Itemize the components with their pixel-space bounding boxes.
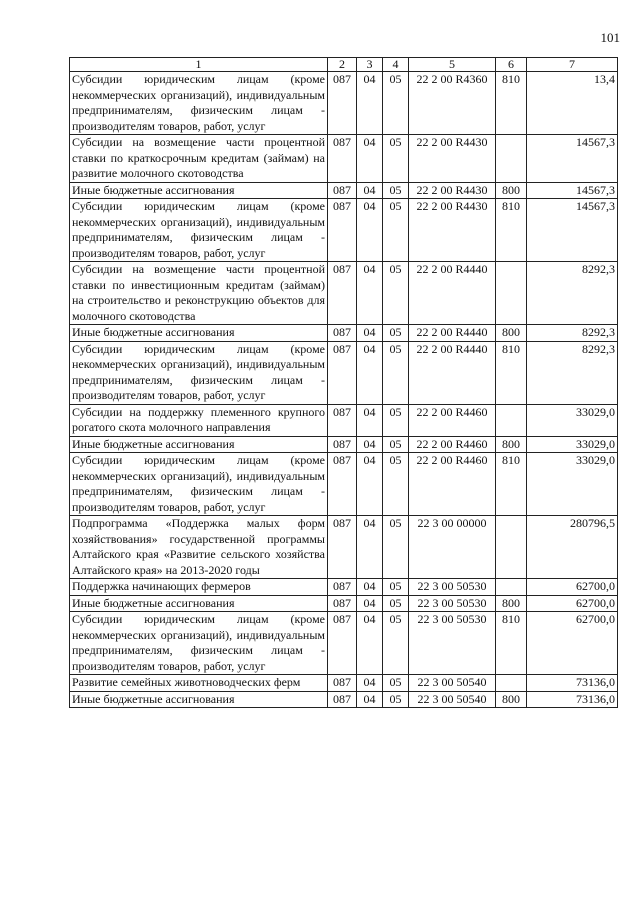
row-grbs-code: 087 [328,453,357,516]
row-amount: 8292,3 [527,325,618,342]
row-section-code: 04 [357,612,383,675]
column-header-target-article: 5 [409,58,496,72]
column-header-section: 3 [357,58,383,72]
row-name: Поддержка начинающих фермеров [70,579,328,596]
row-grbs-code: 087 [328,691,357,708]
row-name: Субсидии юридическим лицам (кроме некоммерческих организаций), индивидуальным предпринимателям, физическим лицам - производителям товаров, работ, услуг [70,199,328,262]
row-expense-type [496,404,527,436]
row-subsection-code: 05 [383,404,409,436]
row-name: Подпрограмма «Поддержка малых форм хозяйствования» государственной программы Алтайского края «Развитие сельского хозяйства Алтайского края» на 2013-2020 годы [70,516,328,579]
row-expense-type: 800 [496,691,527,708]
row-amount: 8292,3 [527,341,618,404]
row-subsection-code: 05 [383,675,409,692]
row-subsection-code: 05 [383,262,409,325]
budget-table [69,57,618,708]
table-row [70,516,618,579]
row-section-code: 04 [357,595,383,612]
table-row [70,135,618,183]
row-amount: 62700,0 [527,595,618,612]
row-subsection-code: 05 [383,72,409,135]
row-section-code: 04 [357,404,383,436]
row-subsection-code: 05 [383,579,409,596]
row-target-article: 22 3 00 00000 [409,516,496,579]
row-section-code: 04 [357,72,383,135]
row-subsection-code: 05 [383,453,409,516]
row-subsection-code: 05 [383,595,409,612]
row-grbs-code: 087 [328,262,357,325]
row-target-article: 22 3 00 50540 [409,691,496,708]
row-target-article: 22 3 00 50530 [409,612,496,675]
row-grbs-code: 087 [328,436,357,453]
row-amount: 73136,0 [527,691,618,708]
row-section-code: 04 [357,262,383,325]
row-expense-type: 800 [496,182,527,199]
row-section-code: 04 [357,579,383,596]
row-target-article: 22 2 00 R4360 [409,72,496,135]
row-target-article: 22 2 00 R4430 [409,182,496,199]
row-section-code: 04 [357,135,383,183]
row-target-article: 22 2 00 R4460 [409,404,496,436]
row-expense-type [496,579,527,596]
row-grbs-code: 087 [328,595,357,612]
row-amount: 280796,5 [527,516,618,579]
row-section-code: 04 [357,675,383,692]
table-row [70,404,618,436]
column-header-grbs: 2 [328,58,357,72]
row-name: Субсидии юридическим лицам (кроме некоммерческих организаций), индивидуальным предпринимателям, физическим лицам - производителям товаров, работ, услуг [70,612,328,675]
row-amount: 14567,3 [527,199,618,262]
row-name: Иные бюджетные ассигнования [70,436,328,453]
row-expense-type [496,675,527,692]
row-name: Иные бюджетные ассигнования [70,595,328,612]
row-grbs-code: 087 [328,72,357,135]
row-grbs-code: 087 [328,135,357,183]
row-name: Субсидии юридическим лицам (кроме некоммерческих организаций), индивидуальным предпринимателям, физическим лицам - производителям товаров, работ, услуг [70,72,328,135]
row-section-code: 04 [357,325,383,342]
row-grbs-code: 087 [328,404,357,436]
row-amount: 8292,3 [527,262,618,325]
column-header-subsection: 4 [383,58,409,72]
row-expense-type: 810 [496,72,527,135]
row-expense-type: 810 [496,453,527,516]
row-amount: 14567,3 [527,135,618,183]
row-name: Субсидии юридическим лицам (кроме некоммерческих организаций), индивидуальным предпринимателям, физическим лицам - производителям товаров, работ, услуг [70,341,328,404]
row-subsection-code: 05 [383,691,409,708]
row-section-code: 04 [357,691,383,708]
row-target-article: 22 3 00 50530 [409,579,496,596]
row-subsection-code: 05 [383,199,409,262]
table-row [70,341,618,404]
row-subsection-code: 05 [383,325,409,342]
header-row [70,58,618,72]
row-target-article: 22 2 00 R4440 [409,262,496,325]
row-amount: 62700,0 [527,612,618,675]
row-target-article: 22 2 00 R4460 [409,453,496,516]
row-amount: 13,4 [527,72,618,135]
table-row [70,436,618,453]
table-row [70,675,618,692]
row-target-article: 22 2 00 R4440 [409,341,496,404]
row-grbs-code: 087 [328,182,357,199]
table-row [70,612,618,675]
row-section-code: 04 [357,182,383,199]
row-amount: 33029,0 [527,436,618,453]
row-amount: 73136,0 [527,675,618,692]
row-name: Субсидии на поддержку племенного крупного рогатого скота молочного направления [70,404,328,436]
row-target-article: 22 3 00 50530 [409,595,496,612]
row-expense-type [496,516,527,579]
row-target-article: 22 2 00 R4430 [409,135,496,183]
row-section-code: 04 [357,199,383,262]
table-header [70,58,618,72]
row-expense-type: 810 [496,199,527,262]
row-section-code: 04 [357,453,383,516]
table-row [70,579,618,596]
row-section-code: 04 [357,516,383,579]
table-body [70,72,618,708]
row-name: Субсидии юридическим лицам (кроме некоммерческих организаций), индивидуальным предпринимателям, физическим лицам - производителям товаров, работ, услуг [70,453,328,516]
row-name: Субсидии на возмещение части процентной ставки по инвестиционным кредитам (займам) на строительство и реконструкцию объектов для молочного скотоводства [70,262,328,325]
row-expense-type: 810 [496,612,527,675]
column-header-expense-type: 6 [496,58,527,72]
column-header-name: 1 [70,58,328,72]
row-expense-type [496,135,527,183]
row-expense-type: 810 [496,341,527,404]
row-amount: 33029,0 [527,404,618,436]
table-row [70,262,618,325]
table-row [70,325,618,342]
row-expense-type [496,262,527,325]
row-grbs-code: 087 [328,579,357,596]
row-expense-type: 800 [496,436,527,453]
column-header-amount: 7 [527,58,618,72]
row-subsection-code: 05 [383,341,409,404]
row-target-article: 22 2 00 R4440 [409,325,496,342]
table-row [70,691,618,708]
row-subsection-code: 05 [383,516,409,579]
table-row [70,199,618,262]
row-amount: 14567,3 [527,182,618,199]
row-grbs-code: 087 [328,199,357,262]
row-amount: 33029,0 [527,453,618,516]
row-grbs-code: 087 [328,325,357,342]
row-amount: 62700,0 [527,579,618,596]
row-expense-type: 800 [496,595,527,612]
row-subsection-code: 05 [383,135,409,183]
row-name: Иные бюджетные ассигнования [70,325,328,342]
row-grbs-code: 087 [328,612,357,675]
row-expense-type: 800 [496,325,527,342]
row-subsection-code: 05 [383,436,409,453]
table-row [70,72,618,135]
row-grbs-code: 087 [328,341,357,404]
row-section-code: 04 [357,341,383,404]
row-grbs-code: 087 [328,675,357,692]
table-row [70,453,618,516]
row-target-article: 22 3 00 50540 [409,675,496,692]
row-name: Иные бюджетные ассигнования [70,691,328,708]
row-subsection-code: 05 [383,182,409,199]
table-row [70,182,618,199]
table-row [70,595,618,612]
row-grbs-code: 087 [328,516,357,579]
row-name: Субсидии на возмещение части процентной ставки по краткосрочным кредитам (займам) на развитие молочного скотоводства [70,135,328,183]
page-number: 101 [600,30,620,45]
row-name: Иные бюджетные ассигнования [70,182,328,199]
row-name: Развитие семейных животноводческих ферм [70,675,328,692]
row-target-article: 22 2 00 R4460 [409,436,496,453]
row-subsection-code: 05 [383,612,409,675]
row-target-article: 22 2 00 R4430 [409,199,496,262]
row-section-code: 04 [357,436,383,453]
